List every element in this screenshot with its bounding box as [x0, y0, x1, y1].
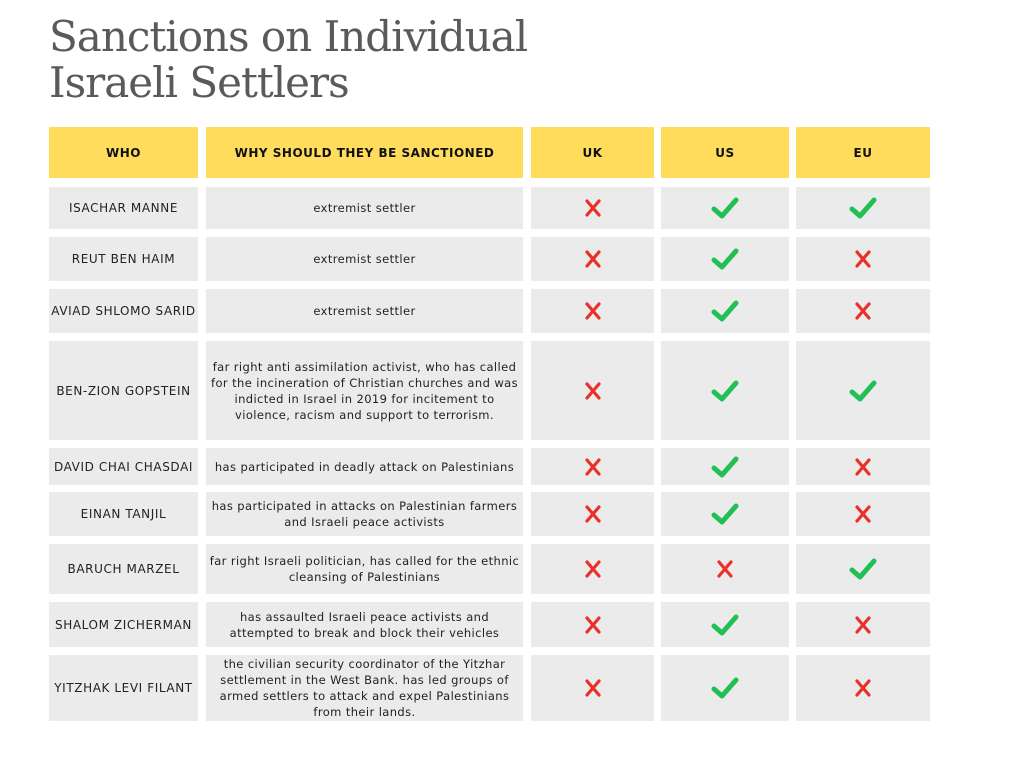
row-who-cell [49, 237, 198, 281]
cross-icon [585, 679, 601, 697]
row-eu-status [796, 492, 930, 536]
cross-icon [585, 505, 601, 523]
check-icon [710, 612, 740, 638]
row-who-cell [49, 492, 198, 536]
row-us-status [661, 602, 789, 647]
row-uk-status [531, 187, 654, 229]
sanction-reason: extremist settler [313, 304, 416, 318]
cross-icon [855, 250, 871, 268]
header-label: WHY SHOULD THEY BE SANCTIONED [234, 145, 495, 160]
row-us-status [661, 289, 789, 333]
title-line-2: Israeli Settlers [49, 58, 349, 107]
row-why-cell [206, 492, 523, 536]
cross-icon [855, 505, 871, 523]
title-line-1: Sanctions on Individual [49, 12, 528, 61]
row-who-cell [49, 655, 198, 721]
check-icon [710, 246, 740, 272]
person-name: DAVID CHAI CHASDAI [53, 459, 194, 474]
row-eu-status [796, 602, 930, 647]
person-name: REUT BEN HAIM [71, 252, 176, 266]
row-uk-status [531, 237, 654, 281]
row-why-cell [206, 187, 523, 229]
row-why-cell [206, 544, 523, 594]
row-why-cell [206, 655, 523, 721]
row-who-cell [49, 544, 198, 594]
check-icon [710, 501, 740, 527]
person-name: SHALOM ZICHERMAN [55, 617, 192, 632]
sanction-reason: has assaulted Israeli peace activists and attempted to break and block their vehicles [229, 609, 500, 640]
sanction-reason: far right anti assimilation activist, who has called for the incineration of Christian churches and was indicted in Israel in 2019 for incitement to violence, racism and support to terrorism. [211, 359, 518, 422]
row-us-status [661, 544, 789, 594]
cross-icon [585, 616, 601, 634]
row-us-status [661, 448, 789, 485]
person-name: EINAN TANJIL [80, 507, 167, 521]
check-icon [710, 454, 740, 480]
row-eu-status [796, 655, 930, 721]
sanction-reason: far right Israeli politician, has called for the ethnic cleansing of Palestinians [209, 554, 520, 584]
page-title [49, 14, 649, 106]
check-icon [848, 556, 878, 582]
header-label: UK [582, 145, 603, 160]
row-uk-status [531, 655, 654, 721]
row-why-cell [206, 341, 523, 440]
person-name: BEN-ZION GOPSTEIN [56, 383, 191, 398]
row-eu-status [796, 289, 930, 333]
header-uk [531, 127, 654, 178]
cross-icon [855, 458, 871, 476]
row-uk-status [531, 341, 654, 440]
sanction-reason: has participated in attacks on Palestinian farmers and Israeli peace activists [211, 499, 518, 529]
person-name: YITZHAK LEVI FILANT [54, 681, 193, 695]
header-why [206, 127, 523, 178]
row-us-status [661, 655, 789, 721]
row-us-status [661, 492, 789, 536]
cross-icon [585, 199, 601, 217]
sanction-reason: has participated in deadly attack on Palestinians [214, 459, 515, 474]
row-who-cell [49, 341, 198, 440]
sanction-reason: extremist settler [313, 201, 416, 215]
row-uk-status [531, 602, 654, 647]
check-icon [848, 378, 878, 404]
cross-icon [855, 679, 871, 697]
header-label: WHO [106, 145, 141, 160]
header-who [49, 127, 198, 178]
row-why-cell [206, 289, 523, 333]
cross-icon [585, 458, 601, 476]
check-icon [710, 195, 740, 221]
sanction-reason: the civilian security coordinator of the Yitzhar settlement in the West Bank. has led groups of armed settlers to attack and expel Palestinians from their lands. [219, 657, 510, 719]
check-icon [848, 195, 878, 221]
cross-icon [585, 560, 601, 578]
cross-icon [585, 302, 601, 320]
check-icon [710, 675, 740, 701]
cross-icon [585, 382, 601, 400]
row-why-cell [206, 602, 523, 647]
cross-icon [585, 250, 601, 268]
row-uk-status [531, 289, 654, 333]
row-eu-status [796, 237, 930, 281]
cross-icon [717, 560, 733, 578]
header-label: EU [853, 145, 873, 160]
row-uk-status [531, 448, 654, 485]
row-why-cell [206, 237, 523, 281]
row-who-cell [49, 289, 198, 333]
cross-icon [855, 302, 871, 320]
row-uk-status [531, 544, 654, 594]
person-name: AVIAD SHLOMO SARID [51, 304, 196, 318]
row-who-cell [49, 187, 198, 229]
person-name: BARUCH MARZEL [67, 562, 180, 576]
row-eu-status [796, 341, 930, 440]
person-name: ISACHAR MANNE [68, 201, 179, 215]
header-eu [796, 127, 930, 178]
sanction-reason: extremist settler [313, 252, 416, 266]
check-icon [710, 378, 740, 404]
cross-icon [855, 616, 871, 634]
header-label: US [715, 145, 735, 160]
row-who-cell [49, 448, 198, 485]
row-eu-status [796, 187, 930, 229]
row-who-cell [49, 602, 198, 647]
row-why-cell [206, 448, 523, 485]
row-us-status [661, 341, 789, 440]
header-us [661, 127, 789, 178]
row-us-status [661, 187, 789, 229]
check-icon [710, 298, 740, 324]
row-us-status [661, 237, 789, 281]
row-eu-status [796, 544, 930, 594]
row-uk-status [531, 492, 654, 536]
row-eu-status [796, 448, 930, 485]
